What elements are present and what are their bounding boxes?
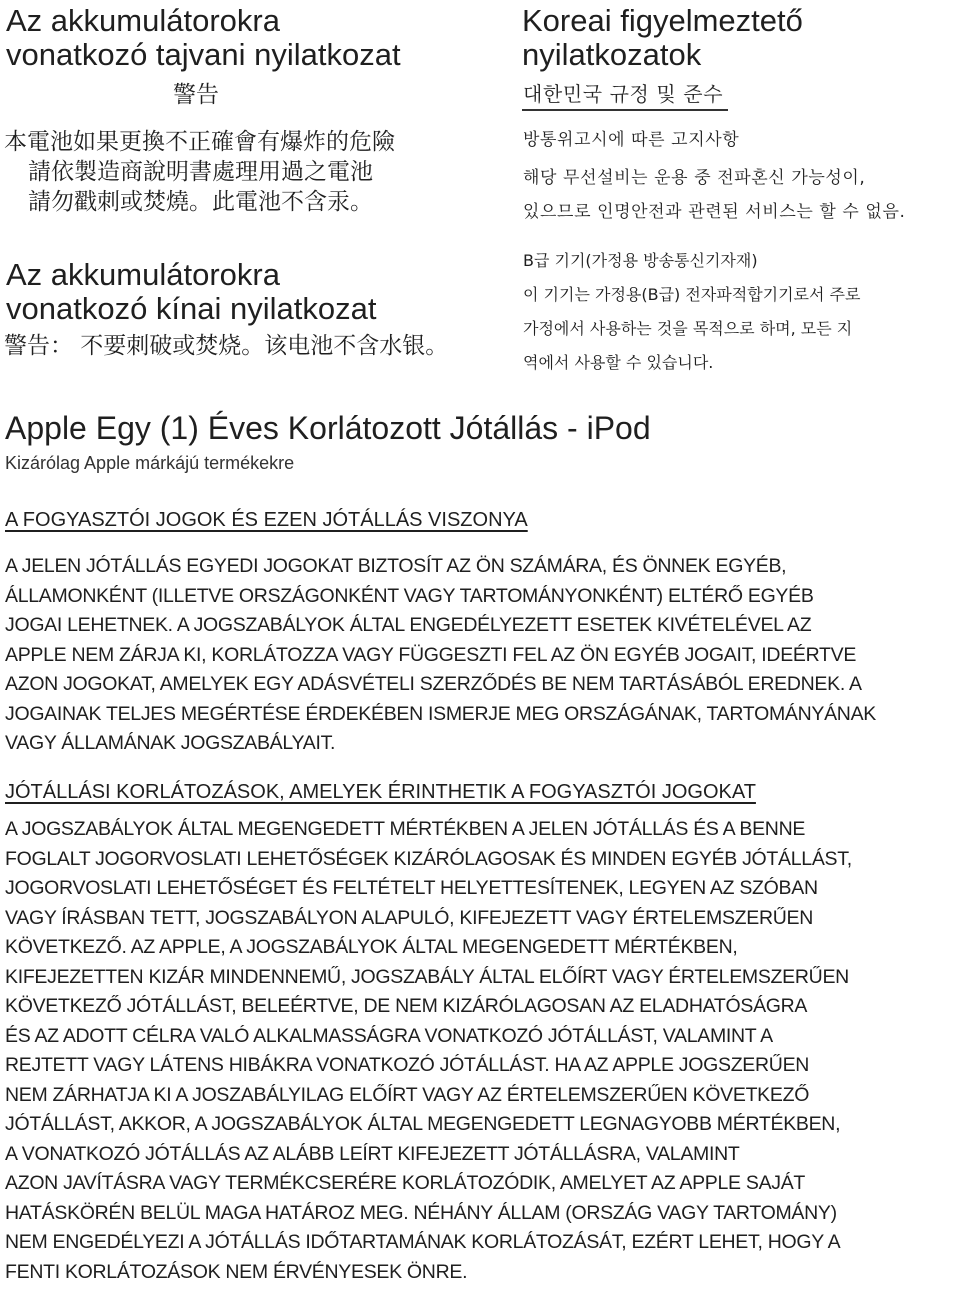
taiwan-warning-label: 警告 (173, 82, 219, 108)
china-heading (6, 258, 377, 326)
taiwan-heading (6, 4, 401, 72)
china-heading-line-2: vonatkozó kínai nyilatkozat (6, 291, 377, 326)
korea-notice-line-1: 해당 무선설비는 운용 중 전파혼신 가능성이, (523, 168, 866, 188)
korea-heading-line-1: Koreai figyelmeztető (522, 3, 803, 38)
section2-body (5, 815, 852, 1287)
section1-line: ÁLLAMONKÉNT (ILLETVE ORSZÁGONKÉNT VAGY TARTOMÁNYONKÉNT) ELTÉRŐ EGYÉB (5, 584, 814, 607)
warranty-title: Apple Egy (1) Éves Korlátozott Jótállás - iPod (5, 410, 651, 446)
section2-line: FOGLALT JOGORVOSLATI LEHETŐSÉGEK KIZÁRÓLAGOSAK ÉS MINDEN EGYÉB JÓTÁLLÁST, (5, 847, 852, 870)
korea-notice-title: 방통위고시에 따른 고지사항 (523, 130, 740, 150)
taiwan-heading-line-2: vonatkozó tajvani nyilatkozat (6, 37, 401, 72)
korea-subheading-rule (522, 109, 728, 111)
section2-line: REJTETT VAGY LÁTENS HIBÁKRA VONATKOZÓ JÓTÁLLÁST. HA AZ APPLE JOGSZERŰEN (5, 1054, 810, 1076)
section1-line: JOGAI LEHETNEK. A JOGSZABÁLYOK ÁLTAL ENGEDÉLYEZETT ESETEK KIVÉTELÉVEL AZ (5, 614, 812, 636)
section2-line: ÉS AZ ADOTT CÉLRA VALÓ ALKALMASSÁGRA VONATKOZÓ JÓTÁLLÁST, VALAMINT A (5, 1024, 773, 1047)
korea-heading-line-2: nyilatkozatok (522, 37, 702, 72)
china-warning-line: 警告： 不要刺破或焚烧。该电池不含水银。 (4, 333, 449, 359)
section2-line: VAGY ÍRÁSBAN TETT, JOGSZABÁLYON ALAPULÓ, KIFEJEZETT VAGY ÉRTELEMSZERŰEN (5, 906, 814, 929)
section1-body (5, 552, 876, 759)
china-heading-line-1: Az akkumulátorokra (6, 257, 280, 292)
section2-line: A JOGSZABÁLYOK ÁLTAL MEGENGEDETT MÉRTÉKBEN A JELEN JÓTÁLLÁS ÉS A BENNE (5, 818, 806, 840)
section2-line: NEM ZÁRHATJA KI A JOSZABÁLYILAG ELŐÍRT VAGY AZ ÉRTELEMSZERŰEN KÖVETKEZŐ (5, 1083, 810, 1106)
section2-line: NEM ENGEDÉLYEZI A JÓTÁLLÁS IDŐTARTAMÁNAK KORLÁTOZÁSÁT, EZÉRT LEHET, HOGY A (5, 1231, 841, 1253)
section2-line: A VONATKOZÓ JÓTÁLLÁS AZ ALÁBB LEÍRT KIFEJEZETT JÓTÁLLÁSRA, VALAMINT (5, 1142, 740, 1165)
korea-class-line-3: 가정에서 사용하는 것을 목적으로 하며, 모든 지 (523, 319, 853, 338)
section1-line: AZON JOGOKAT, AMELYEK EGY ADÁSVÉTELI SZERZŐDÉS BE NEM TARTÁSÁBÓL EREDNEK. A (5, 673, 862, 695)
section2-line: AZON JAVÍTÁSRA VAGY TERMÉKCSERÉRE KORLÁTOZÓDIK, AMELYET AZ APPLE SAJÁT (5, 1172, 806, 1194)
taiwan-line-3: 請勿戳刺或焚燒。此電池不含汞。 (28, 189, 373, 215)
section1-line: JOGAINAK TELJES MEGÉRTÉSE ÉRDEKÉBEN ISMERJE MEG ORSZÁGÁNAK, TARTOMÁNYÁNAK (5, 702, 876, 725)
korea-class-line-1: B급 기기(가정용 방송통신기자재) (523, 251, 758, 270)
taiwan-line-2: 請依製造商說明書處理用過之電池 (28, 159, 373, 185)
korea-heading (522, 4, 803, 72)
section2-line: KÖVETKEZŐ JÓTÁLLÁST, BELEÉRTVE, DE NEM KIZÁRÓLAGOSAN AZ ELADHATÓSÁGRA (5, 995, 808, 1017)
section1-line: APPLE NEM ZÁRJA KI, KORLÁTOZZA VAGY FÜGGESZTI FEL AZ ÖN EGYÉB JOGAIT, IDEÉRTVE (5, 643, 857, 666)
section2-line: JÓTÁLLÁST, AKKOR, A JOGSZABÁLYOK ÁLTAL MEGENGEDETT LEGNAGYOBB MÉRTÉKBEN, (5, 1113, 841, 1135)
section1-line: A JELEN JÓTÁLLÁS EGYEDI JOGOKAT BIZTOSÍT AZ ÖN SZÁMÁRA, ÉS ÖNNEK EGYÉB, (5, 555, 787, 577)
taiwan-line-1: 本電池如果更換不正確會有爆炸的危險 (4, 129, 395, 155)
section1-heading: A FOGYASZTÓI JOGOK ÉS EZEN JÓTÁLLÁS VISZONYA (5, 509, 528, 531)
section2-line: KÖVETKEZŐ. AZ APPLE, A JOGSZABÁLYOK ÁLTAL MEGENGEDETT MÉRTÉKBEN, (5, 936, 738, 958)
warranty-subtitle: Kizárólag Apple márkájú termékekre (5, 453, 295, 473)
section2-line: HATÁSKÖRÉN BELÜL MAGA HATÁROZ MEG. NÉHÁNY ÁLLAM (ORSZÁG VAGY TARTOMÁNY) (5, 1201, 837, 1224)
korea-class-line-4: 역에서 사용할 수 있습니다. (523, 353, 714, 372)
taiwan-heading-line-1: Az akkumulátorokra (6, 3, 280, 38)
section1-line: VAGY ÁLLAMÁNAK JOGSZABÁLYAIT. (5, 732, 336, 754)
korea-subheading: 대한민국 규정 및 준수 (523, 82, 724, 106)
section2-heading: JÓTÁLLÁSI KORLÁTOZÁSOK, AMELYEK ÉRINTHETIK A FOGYASZTÓI JOGOKAT (5, 781, 756, 803)
korea-notice-line-2: 있으므로 인명안전과 관련된 서비스는 할 수 없음. (523, 202, 906, 222)
section2-line: FENTI KORLÁTOZÁSOK NEM ÉRVÉNYESEK ÖNRE. (5, 1260, 468, 1283)
section2-line: JOGORVOSLATI LEHETŐSÉGET ÉS FELTÉTELT HELYETTESÍTENEK, LEGYEN AZ SZÓBAN (5, 877, 818, 899)
section2-line: KIFEJEZETTEN KIZÁR MINDENNEMŰ, JOGSZABÁLY ÁLTAL ELŐÍRT VAGY ÉRTELEMSZERŰEN (5, 965, 849, 988)
korea-class-line-2: 이 기기는 가정용(B급) 전자파적합기기로서 주로 (523, 285, 861, 304)
